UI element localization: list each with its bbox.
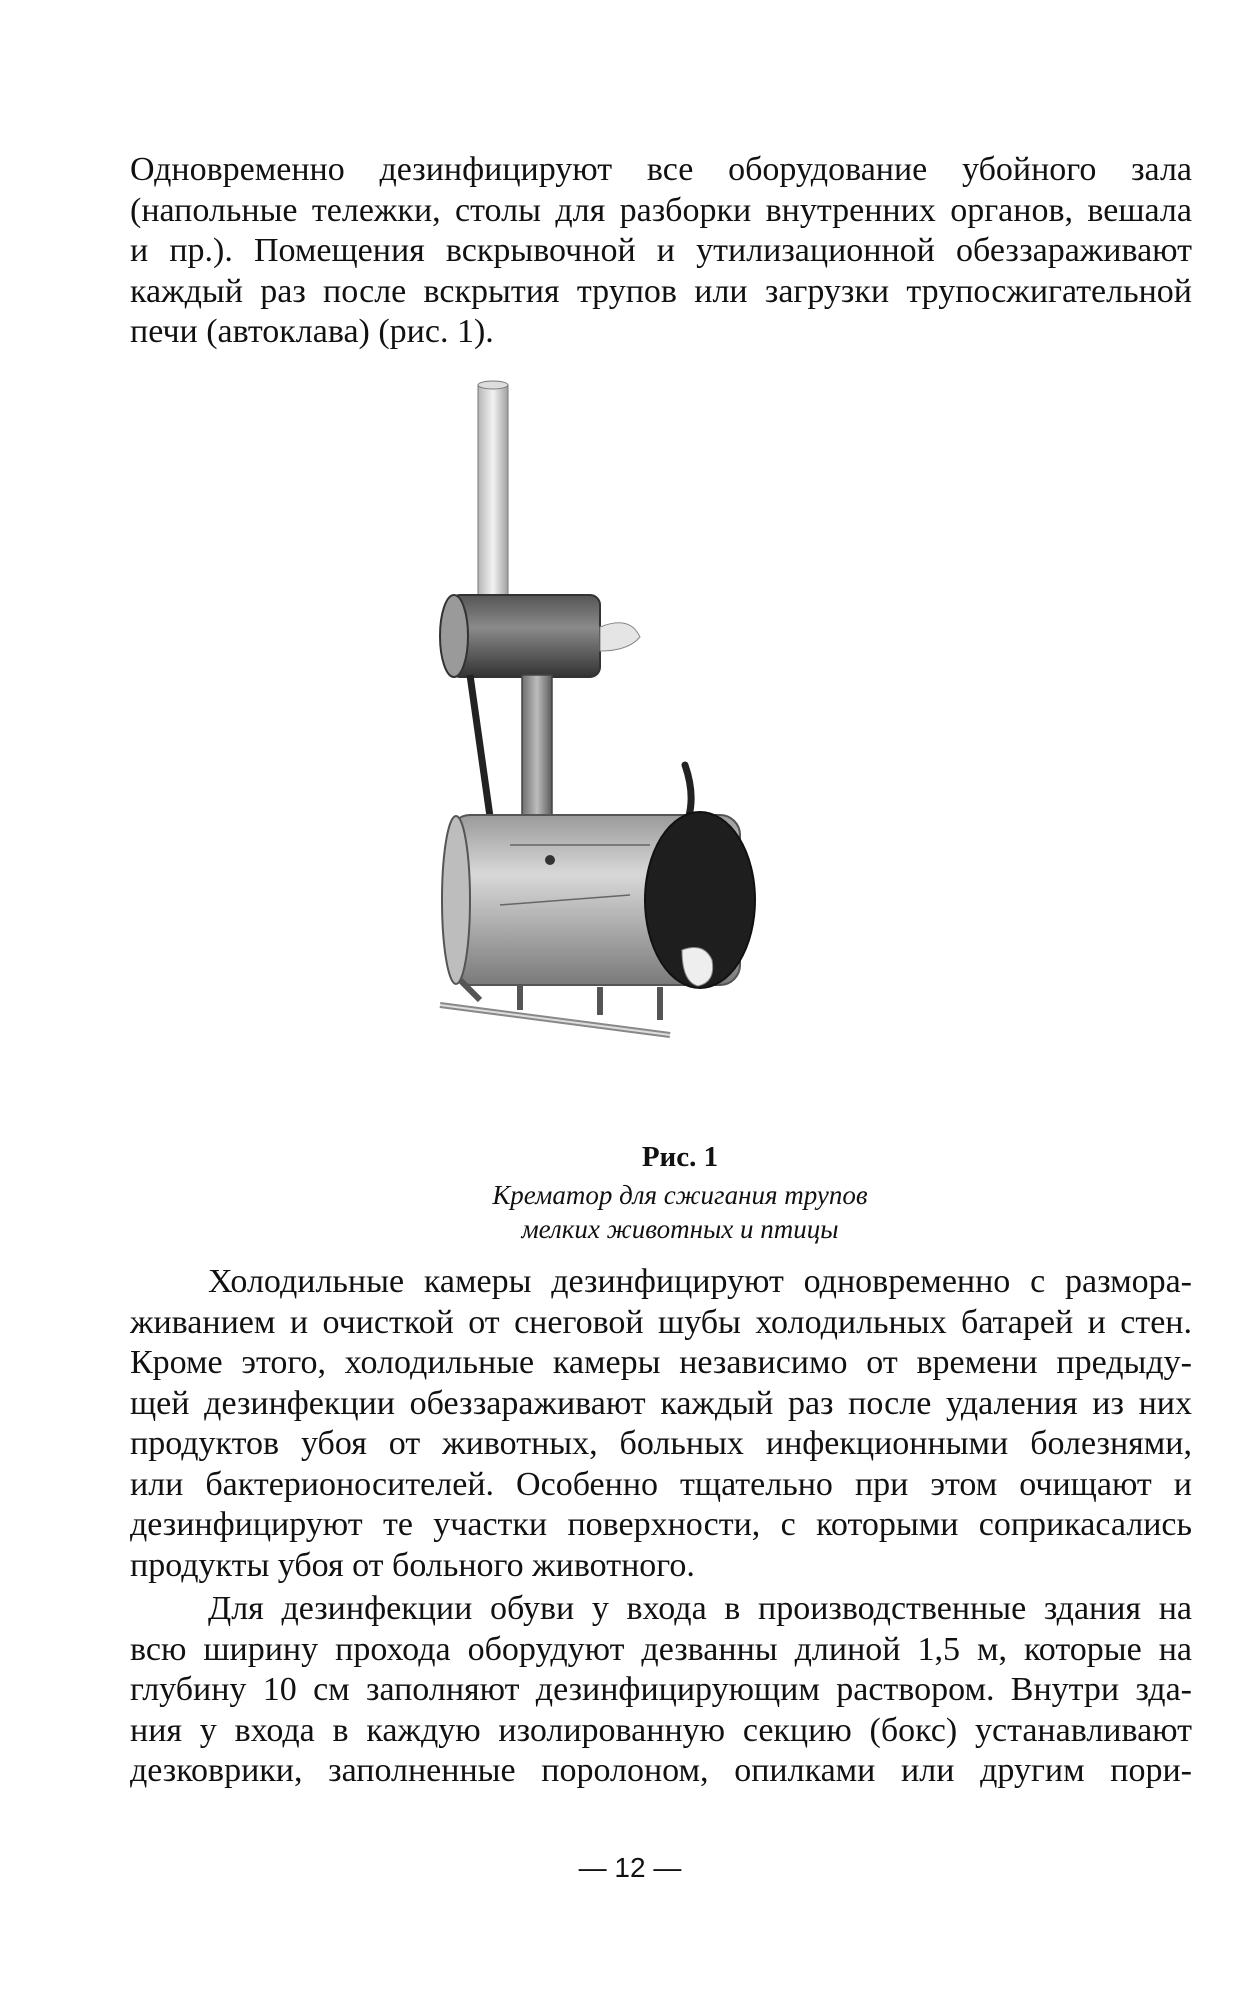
text-line: печи (автоклава) (рис. 1).: [130, 313, 494, 350]
text-line: продуктов убоя от животных, больных инфекционными болезнями,: [130, 1425, 1192, 1462]
text-line: всю ширину прохода оборудуют дезванны длиной 1,5 м, которые на: [130, 1630, 1192, 1668]
figure-caption-line: мелких животных и птицы: [521, 1214, 839, 1244]
text-line: ния у входа в каждую изолированную секцию (бокс) устанавливают: [130, 1711, 1192, 1749]
text-line: продукты убоя от больного животного.: [130, 1546, 695, 1584]
text-line: (напольные тележки, столы для разборки внутренних органов, вешала: [130, 191, 1192, 229]
text-line: и пр.). Помещения вскрывочной и утилизационной обеззараживают: [130, 232, 1192, 269]
text-line: глубину 10 см заполняют дезинфицирующим раствором. Внутри зда-: [130, 1671, 1192, 1708]
figure-label: Рис. 1: [641, 1141, 719, 1173]
text-line: каждый раз после вскрытия трупов или загрузки трупосжигательной: [130, 272, 1192, 310]
page-number: — 12 —: [578, 1852, 682, 1883]
text-line: живанием и очисткой от снеговой шубы холодильных батарей и стен.: [130, 1303, 1192, 1341]
text-line: Одновременно дезинфицируют все оборудование убойного зала: [130, 151, 1192, 188]
paragraph-cold-storage: [130, 1262, 1192, 1586]
figure-caption-line: Крематор для сжигания трупов: [492, 1180, 868, 1210]
text-line: или бактерионосителей. Особенно тщательно при этом очищают и: [130, 1465, 1192, 1503]
text-line: дезковрики, заполненные поролоном, опилками или другим пори-: [130, 1752, 1192, 1789]
paragraph-disinfection-equipment: [130, 150, 1192, 353]
cremator-furnace-icon: [400, 375, 860, 1095]
text-line: дезинфицируют те участки поверхности, с которыми соприкасались: [130, 1506, 1192, 1543]
text-line: Для дезинфекции обуви у входа в производственные здания на: [208, 1590, 1192, 1627]
text-line: Холодильные камеры дезинфицируют одновременно с размора-: [208, 1263, 1192, 1300]
text-line: Кроме этого, холодильные камеры независимо от времени предыду-: [130, 1344, 1192, 1381]
paragraph-footwear-disinfection: [130, 1589, 1192, 1792]
text-line: щей дезинфекции обеззараживают каждый раз после удаления из них: [130, 1384, 1192, 1422]
